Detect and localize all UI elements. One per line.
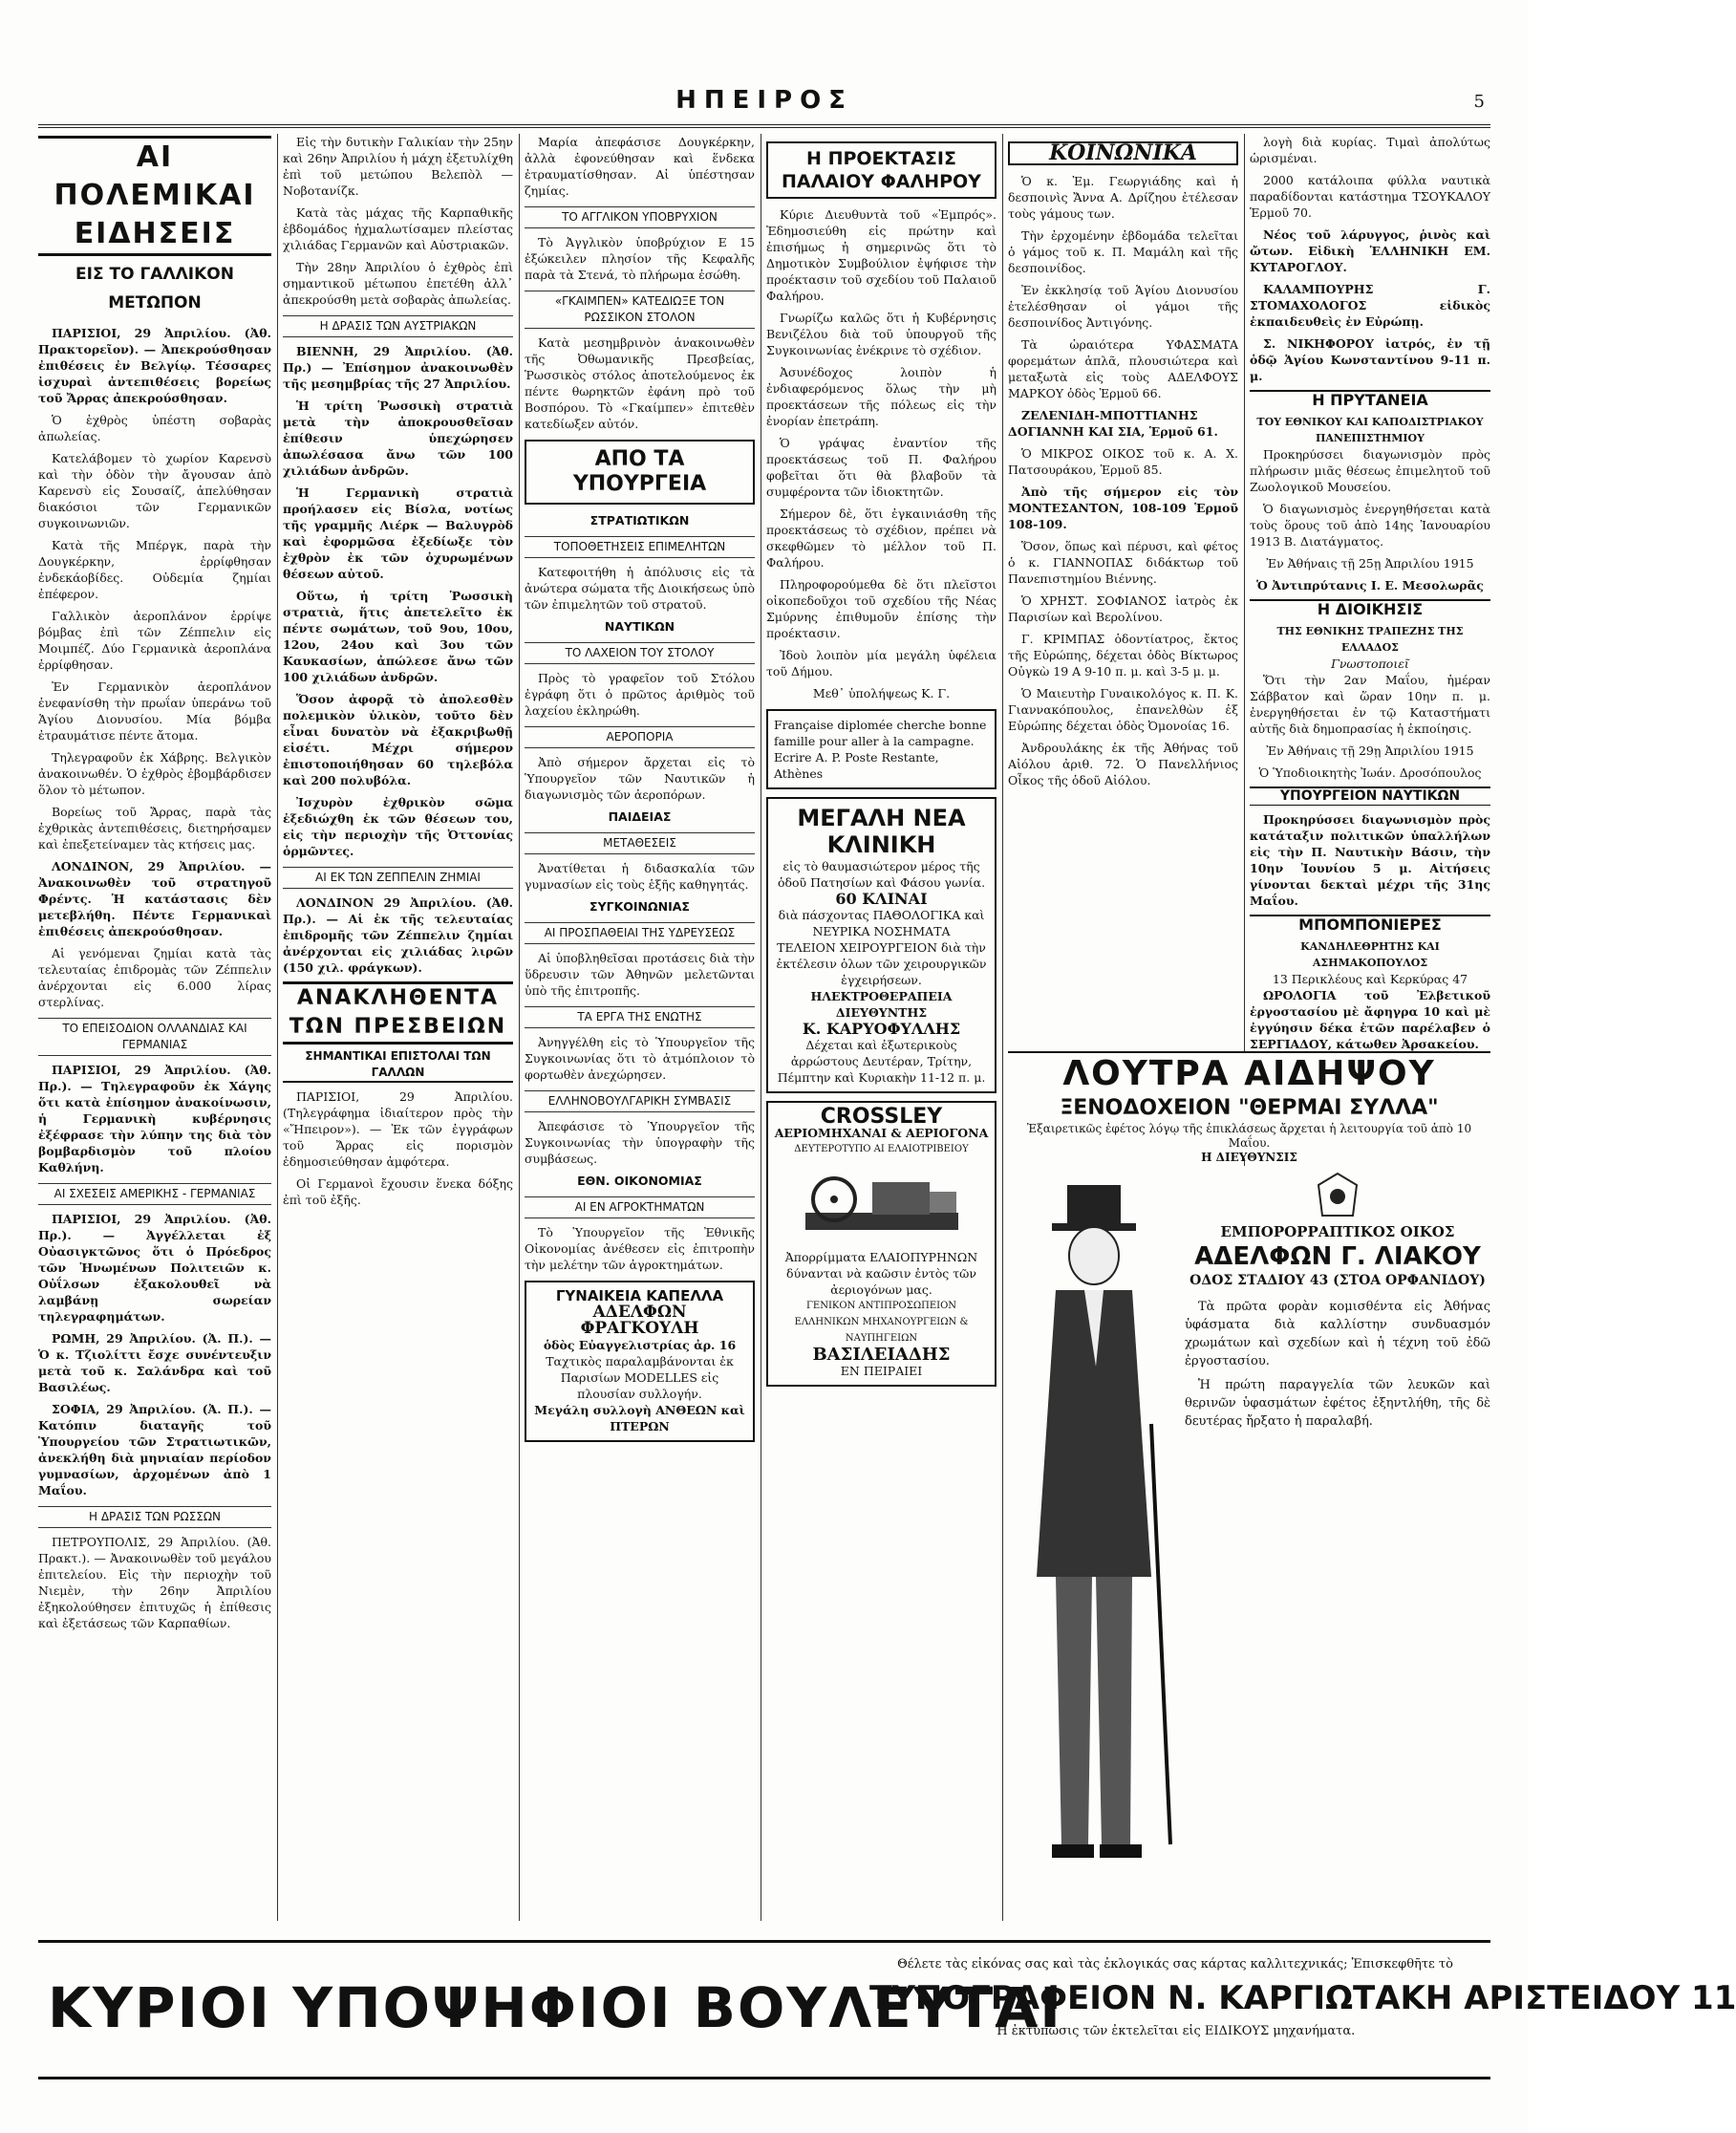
article-paragraph: λογὴ διὰ κυρίας. Τιμαὶ ἀπολύτως ὡρισμέναι. bbox=[1250, 135, 1490, 165]
crossley-title: CROSSLEY bbox=[820, 1105, 943, 1129]
engine-illustration bbox=[786, 1165, 977, 1241]
article-paragraph: Πρὸς τὸ γραφεῖον τοῦ Στόλου ἐγράφη ὅτι ὁ πρῶτος ἀριθμὸς τοῦ λαχείου ἐκληρώθη. bbox=[525, 671, 755, 718]
article-paragraph: Τὴν ἐρχομένην ἑβδομάδα τελεῖται ὁ γάμος τοῦ κ. Π. Μαμάλη καὶ τῆς δεσποινίδος. bbox=[1008, 228, 1238, 275]
war-news-banner: ΑΙ ΠΟΛΕΜΙΚΑΙ ΕΙΔΗΣΕΙΣ bbox=[38, 136, 271, 256]
clinic-director-label: ΔΙΕΥΘΥΝΤΗΣ bbox=[835, 1005, 928, 1020]
article-paragraph: ΩΡΟΛΟΓΙΑ τοῦ Ἐλβετικοῦ ἐργοστασίου μὲ ἄφηγρα 10 καὶ μὲ ἐγγύησιν δέκα ἐτῶν παρέλαβεν ὁ ΣΕΡΓΙΑΔΟΥ, κάτωθεν Ἀρσακείου. bbox=[1250, 988, 1490, 1051]
edipsos-title: ΛΟΥΤΡΑ ΑΙΔΗΨΟΥ bbox=[1062, 1054, 1436, 1093]
hat-shop-ad bbox=[525, 1281, 755, 1442]
edipsos-footer: Η ΔΙΕΥΘΥΝΣΙΣ bbox=[1201, 1151, 1297, 1164]
subsection-heading: ΑΙ ΕΝ ΑΓΡΟΚΤΗΜΑΤΩΝ bbox=[525, 1196, 755, 1218]
article-paragraph: 2000 κατάλοιπα φύλλα ναυτικὰ παραδίδονται κατάστημα ΤΣΟΥΚΑΛΟΥ Ἑρμοῦ 70. bbox=[1250, 173, 1490, 220]
subsection-heading: ΑΕΡΟΠΟΡΙΑ bbox=[525, 726, 755, 748]
section-heading: ΤΟ ΕΠΕΙΣΟΔΙΟΝ ΟΛΛΑΝΔΙΑΣ ΚΑΙ ΓΕΡΜΑΝΙΑΣ bbox=[38, 1018, 271, 1056]
clinic-location: εἰς τὸ θαυμασιώτερον μέρος τῆς ὁδοῦ Πατησίων καὶ Φάσου γωνία. bbox=[777, 859, 986, 890]
article-paragraph: Νέος τοῦ λάρυγγος, ῥινὸς καὶ ὤτων. Εἰδικὴ ἙΛΛΗΝΙΚΗ ΕΜ. ΚΥΤΑΡΟΓΛΟΥ. bbox=[1250, 227, 1490, 274]
article-paragraph: Ὅσον, ὅπως καὶ πέρυσι, καὶ φέτος ὁ κ. ΓΙΑΝΝΟΠΑΣ διδάκτωρ τοῦ Πανεπιστημίου Βιέννης. bbox=[1008, 539, 1238, 586]
clinic-beds: 60 ΚΛΙΝΑΙ bbox=[835, 890, 928, 908]
edipsos-body: Ἐξαιρετικῶς ἐφέτος λόγῳ τῆς ἐπικλάσεως ἄρχεται ἡ λειτουργία τοῦ ἀπὸ 10 Μαΐου. bbox=[1026, 1122, 1472, 1150]
section-heading: ΣΤΡΑΤΙΩΤΙΚΩΝ bbox=[589, 513, 690, 528]
column-society bbox=[1008, 134, 1238, 1042]
tailor-paragraph: Ἡ πρώτη παραγγελία τῶν λευκῶν καὶ θερινῶν ὑφασμάτων ἐφέτος ἐξηντλήθη, τῆς δὲ δευτέρας ἤρξατο ἡ παραλαβή. bbox=[1185, 1378, 1490, 1429]
article-paragraph: Γ. ΚΡΙΜΠΑΣ ὁδοντίατρος, ἔκτος τῆς Εὐρώπης, δέχεται ὁδὸς Βίκτωρος Οὐγκὼ 19 Α 9-10 π. μ. καὶ 3-5 μ. μ. bbox=[1008, 632, 1238, 679]
article-paragraph: ΠΑΡΙΣΙΟΙ, 29 Ἀπριλίου. (Ἀθ. Πρακτορεῖον). — Ἀπεκρούσθησαν ἐπιθέσεις ἐν Βελγίῳ. Τέσσαρες ἰσχυραὶ ἀντεπιθέσεις βορείως τοῦ Ἄρρας ἀπεκρούσθησαν. bbox=[38, 326, 271, 405]
candidates-headline: ΚΥΡΙΟΙ ΥΠΟΨΗΦΙΟΙ ΒΟΥΛΕΥΤΑΙ bbox=[48, 1975, 1062, 2040]
hat-shop-flowers: Μεγάλη συλλογὴ ΑΝΘΕΩΝ καὶ ΠΤΕΡΩΝ bbox=[534, 1403, 745, 1433]
article-paragraph: Οὕτω, ἡ τρίτη Ῥωσσικὴ στρατιὰ, ἥτις ἀπετελεῖτο ἐκ πέντε σωμάτων, τοῦ 9ου, 10ου, 12ου, 24ου καὶ 3ου τῶν Καυκασίων, ἀπώλεσε ἄνω τῶν 100 χιλιάδων ἀνδρῶν. bbox=[283, 589, 513, 684]
article-paragraph: Προκηρύσσει διαγωνισμὸν πρὸς πλήρωσιν μιᾶς θέσεως ἐπιμελητοῦ τοῦ Ζωολογικοῦ Μουσείου. bbox=[1250, 447, 1490, 494]
hat-shop-body: Ταχτικὸς παραλαμβάνονται ἐκ Παρισίων MODELLES εἰς πλουσίαν συλλογήν. bbox=[546, 1354, 734, 1401]
edipsos-hotel: ΞΕΝΟΔΟΧΕΙΟΝ "ΘΕΡΜΑΙ ΣΥΛΛΑ" bbox=[1060, 1096, 1439, 1120]
article-signature: Μεθ᾿ ὑπολήψεως Κ. Γ. bbox=[812, 686, 951, 700]
section-heading: Η ΔΡΑΣΙΣ ΤΩΝ ΑΥΣΤΡΙΑΚΩΝ bbox=[283, 315, 513, 337]
article-paragraph: Τὰ ὡραιότερα ΥΦΑΣΜΑΤΑ φορεμάτων ἁπλᾶ, πλουσιώτερα καὶ μεταξωτὰ εἰς τοὺς ΑΔΕΛΦΟΥΣ ΜΑΡΚΟΥ ὁδὸς Ἑρμοῦ 66. bbox=[1008, 337, 1238, 400]
column-war-news-continued bbox=[283, 134, 513, 1921]
article-paragraph: Ὅτι τὴν 2αν Μαΐου, ἡμέραν Σάββατον καὶ ὥραν 10ην π. μ. ἐνεργηθήσεται ἐν τῷ Καταστήματι αὐτῆς διὰ δημοπρασίας ἡ ἐκποίησις. bbox=[1250, 673, 1490, 736]
article-paragraph: Ἰδοὺ λοιπὸν μία μεγάλη ὑφέλεια τοῦ Δήμου. bbox=[766, 648, 997, 679]
hat-shop-title: ΓΥΝΑΙΚΕΙΑ ΚΑΠΕΛΛΑ bbox=[555, 1287, 724, 1304]
article-paragraph: Αἱ γενόμεναι ζημίαι κατὰ τὰς τελευταίας ἐπιδρομὰς τῶν Ζέππελιν ἀνέρχονται εἰς 6.000 λίρας στερλίνας. bbox=[38, 946, 271, 1009]
article-paragraph: Τὴν 28ην Ἀπριλίου ὁ ἐχθρὸς ἐπὶ σημαντικοῦ μέτωπου ἐπετέθη ἀλλ᾿ ἀπεκρούσθη μετὰ σοβαρὰς ἀπωλείας. bbox=[283, 260, 513, 307]
subsection-heading: ΕΛΛΗΝΟΒΟΥΛΓΑΡΙΚΗ ΣΥΜΒΑΣΙΣ bbox=[525, 1090, 755, 1112]
article-paragraph: Κατὰ τῆς Μπέργκ, παρὰ τὴν Δουγκέρκην, ἐρρίφθησαν ἐνδεκάοβίδες. Οὐδεμία ζημίαι ἐπέφερον. bbox=[38, 538, 271, 601]
faliro-title: Η ΠΡΟΕΚΤΑΣΙΣ ΠΑΛΑΙΟΥ ΦΑΛΗΡΟΥ bbox=[782, 148, 981, 192]
society-title: ΚΟΙΝΩΝΙΚΑ bbox=[1049, 140, 1197, 165]
article-paragraph: Γνωρίζω καλῶς ὅτι ἡ Κυβέρνησις Βενιζέλου διὰ τοῦ ὑπουργοῦ τῆς Συγκοινωνίας ἐνέκρινε τὸ σχέδιον. bbox=[766, 311, 997, 357]
section-heading: ΥΠΟΥΡΓΕΙΟΝ ΝΑΥΤΙΚΩΝ bbox=[1250, 786, 1490, 806]
shop-address: 13 Περικλέους καὶ Κερκύρας 47 bbox=[1272, 972, 1468, 986]
article-paragraph: Ἐν ἐκκλησίᾳ τοῦ Ἁγίου Διονυσίου ἐτελέσθησαν οἱ γάμοι τῆς δεσποινίδος Ἀντιγόνης. bbox=[1008, 283, 1238, 330]
clinic-description: διὰ πάσχοντας ΠΑΘΟΛΟΓΙΚΑ καὶ ΝΕΥΡΙΚΑ ΝΟΣΗΜΑΤΑ bbox=[778, 908, 985, 938]
article-paragraph: Ἡ τρίτη Ῥωσσικὴ στρατιὰ μετὰ τὴν ἀποκρουσθεῖσαν ἐπίθεσιν ὑπεχώρησεν ἀπωλέσασα ἄνω τῶν 100 χιλιάδων ἀνδρῶν. bbox=[283, 399, 513, 478]
article-paragraph: Ὁ ΜΙΚΡΟΣ ΟΙΚΟΣ τοῦ κ. Α. Χ. Πατσουράκου, Ἑρμοῦ 85. bbox=[1008, 446, 1238, 477]
section-heading: ΝΑΥΤΙΚΩΝ bbox=[604, 619, 675, 634]
crossley-subtitle-2: ΔΕΥΤΕΡΟΤΥΠΟ ΑΙ ΕΛΑΙΟΤΡΙΒΕΙΟΥ bbox=[794, 1144, 969, 1154]
subsection-heading: ΤΟ ΛΑΧΕΙΟΝ ΤΟΥ ΣΤΟΛΟΥ bbox=[525, 642, 755, 664]
column-ministries bbox=[525, 134, 755, 1921]
subsection-heading: ΜΕΤΑΘΕΣΕΙΣ bbox=[525, 832, 755, 854]
crossley-name: ΒΑΣΙΛΕΙΑΔΗΣ bbox=[812, 1345, 951, 1365]
column-rule bbox=[1002, 134, 1003, 1921]
article-paragraph: Ἀπεφάσισε τὸ Ὑπουργεῖον τῆς Συγκοινωνίας τὴν ὑπογραφὴν τῆς συμβάσεως. bbox=[525, 1119, 755, 1166]
article-paragraph: Κατὰ μεσημβρινὸν ἀνακοινωθὲν τῆς Ὀθωμανικῆς Πρεσβείας, Ῥωσσικὸς στόλος ἀποτελούμενος ἐκ πέντε θωρηκτῶν ἐφάνη πρὸ τοῦ Βοσπόρου. Τὸ «Γκαίμπεν» ἐπιτεθὲν κατεδίωξεν αὐτόν. bbox=[525, 335, 755, 431]
print-shop-name: ΤΥΠΟΓΡΑΦΕΙΟΝ Ν. ΚΑΡΓΙΩΤΑΚΗ ΑΡΙΣΤΕΙΔΟΥ 11 bbox=[869, 1979, 1736, 2017]
column-rule bbox=[519, 134, 520, 1921]
ministries-title: ΑΠΟ ΤΑ ΥΠΟΥΡΓΕΙΑ bbox=[572, 447, 707, 496]
article-paragraph: ΖΕΛΕΝΙΔΗ-ΜΠΟΤΤΙΑΝΗΣ ΔΟΓΙΑΝΝΗ ΚΑΙ ΣΙΑ, Ἑρμοῦ 61. bbox=[1008, 408, 1218, 439]
french-ad-text: Française diplomée cherche bonne famille pour aller à la campagne. Ecrire A. P. Poste Restante, Athènes bbox=[774, 718, 987, 781]
article-paragraph: Κατὰ τὰς μάχας τῆς Καρπαθικῆς ἑβδομάδος ἠχμαλωτίσαμεν πλείστας χιλιάδας Γερμανῶν καὶ Αὐστριακῶν. bbox=[283, 205, 513, 252]
article-paragraph: Πληροφορούμεθα δὲ ὅτι πλεῖστοι οἰκοπεδοῦχοι τοῦ σχεδίου τῆς Νέας Σμύρνης ἐπιθυμοῦν ἐπίσης τὴν προέκτασιν. bbox=[766, 577, 997, 640]
section-heading: ΑΙ ΕΚ ΤΩΝ ΖΕΠΠΕΛΙΝ ΖΗΜΙΑΙ bbox=[283, 867, 513, 889]
section-heading: ΑΙ ΣΧΕΣΕΙΣ ΑΜΕΡΙΚΗΣ - ΓΕΡΜΑΝΙΑΣ bbox=[38, 1183, 271, 1205]
article-paragraph: Σ. ΝΙΚΗΦΟΡΟΥ ἰατρός, ἐν τῇ ὁδῷ Ἁγίου Κωνσταντίνου 9-11 π. μ. bbox=[1250, 336, 1490, 383]
subsection-heading: ΑΙ ΠΡΟΣΠΑΘΕΙΑΙ ΤΗΣ ΥΔΡΕΥΣΕΩΣ bbox=[525, 922, 755, 944]
column-rule bbox=[277, 134, 278, 1921]
french-front-heading: ΕΙΣ ΤΟ ΓΑΛΛΙΚΟΝ ΜΕΤΩΠΟΝ bbox=[75, 265, 234, 312]
article-paragraph: Ἐν Γερμανικὸν ἀεροπλάνον ἐνεφανίσθη τὴν πρωΐαν ὑπεράνω τοῦ Ἁγίου Διονυσίου. Μία βόμβα ἐτραυμάτισε πέντε ἄτομα. bbox=[38, 679, 271, 743]
article-paragraph: Οἱ Γερμανοὶ ἔχουσιν ἕνεκα δόξης ἐπὶ τοῦ ἐξῆς. bbox=[283, 1176, 513, 1207]
section-heading: ΕΘΝ. ΟΙΚΟΝΟΜΙΑΣ bbox=[577, 1174, 702, 1188]
clinic-title: ΜΕΓΑΛΗ ΝΕΑ ΚΛΙΝΙΚΗ bbox=[797, 805, 966, 858]
clinic-surgery: ΤΕΛΕΙΟΝ ΧΕΙΡΟΥΡΓΕΙΟΝ διὰ τὴν ἐκτέλεσιν ὁλων τῶν χειρουργικῶν ἐγχειρήσεων. bbox=[776, 940, 987, 987]
tailor-address: ΟΔΟΣ ΣΤΑΔΙΟΥ 43 (ΣΤΟΑ ΟΡΦΑΝΙΔΟΥ) bbox=[1189, 1273, 1486, 1288]
clinic-info: Δέχεται καὶ ἐξωτερικοὺς ἀρρώστους Δευτέραν, Τρίτην, Πέμπτην καὶ Κυριακὴν 11-12 π. μ. bbox=[777, 1038, 986, 1085]
column-notices bbox=[1250, 134, 1490, 1051]
print-shop-bottom: Ἡ ἐκτύπωσις τῶν ἐκτελεῖται εἰς ΕΙΔΙΚΟΥΣ μηχανήματα. bbox=[995, 2024, 1356, 2038]
article-paragraph: Ἀπὸ σήμερον ἄρχεται εἰς τὸ Ὑπουργεῖον τῶν Ναυτικῶν ἡ διαγωνισμὸς τῶν ἀεροπόρων. bbox=[525, 755, 755, 802]
subsection-heading: ΤΟΥ ΕΘΝΙΚΟΥ ΚΑΙ ΚΑΠΟΔΙΣΤΡΙΑΚΟΥ ΠΑΝΕΠΙΣΤΗΜΙΟΥ bbox=[1256, 416, 1484, 444]
embassies-subheading: ΣΗΜΑΝΤΙΚΑΙ ΕΠΙΣΤΟΛΑΙ ΤΩΝ ΓΑΛΛΩΝ bbox=[283, 1048, 513, 1083]
tailor-paragraph: Τὰ πρῶτα φορὰν κομισθέντα εἰς Ἀθήνας ὑφάσματα διὰ καλλίστην συνδυασμόν χρωμάτων καὶ σχεδίων καὶ ἡ τέχνη τοῦ ἐδῶ ἐργοστασίου. bbox=[1185, 1300, 1490, 1368]
footer-ad bbox=[38, 1940, 1736, 2079]
crest-icon bbox=[1309, 1166, 1366, 1223]
hat-shop-address: ὁδὸς Εὐαγγελιστρίας ἀρ. 16 bbox=[543, 1338, 737, 1352]
article-paragraph: Ὁ Μαιευτὴρ Γυναικολόγος κ. Π. Κ. Γιαννακόπουλος, ἐπανελθὼν ἐξ Εὐρώπης δέχεται ὁδὸς Ὀμονοίας 16. bbox=[1008, 686, 1238, 733]
hat-shop-name: ΑΔΕΛΦΩΝ ΦΡΑΓΚΟΥΛΗ bbox=[580, 1303, 699, 1338]
section-heading: Η ΠΡΥΤΑΝΕΙΑ bbox=[1250, 390, 1490, 408]
column-faliro bbox=[766, 134, 997, 1921]
embassies-banner: ΑΝΑΚΛΗΘΕΝΤΑ ΤΩΝ ΠΡΕΣΒΕΙΩΝ bbox=[283, 981, 513, 1045]
notice-signature: Ὁ Ὑποδιοικητὴς Ἰωάν. Δροσόπουλος bbox=[1258, 765, 1482, 780]
article-paragraph: Προκηρύσσει διαγωνισμὸν πρὸς κατάταξιν πολιτικῶν ὑπαλλήλων εἰς τὴν Π. Ναυτικὴν Βάσιν, τὴν 10ην Ἰουνίου 5 μ. Αἰτήσεις γίνονται δεκταὶ μέχρι τῆς 31ης Μαΐου. bbox=[1250, 812, 1490, 908]
article-paragraph: Ἰσχυρὸν ἐχθρικὸν σῶμα ἐξεδιώχθη ἐκ τῶν θέσεων του, εἰς τὴν περιοχὴν τῆς Ὀττονίας ὁρμῶντες. bbox=[283, 795, 513, 858]
article-paragraph: Ὁ ἐχθρὸς ὑπέστη σοβαρὰς ἀπωλείας. bbox=[38, 413, 271, 443]
article-paragraph: Ὁ ΧΡΗΣΤ. ΣΟΦΙΑΝΟΣ ἰατρὸς ἐκ Παρισίων καὶ Βερολίνου. bbox=[1008, 593, 1238, 624]
french-ad bbox=[766, 709, 997, 789]
article-paragraph: Κατεφοιτήθη ἡ ἀπόλυσις εἰς τὰ ἀνώτερα σώματα τῆς Διοικήσεως ὑπὸ τῶν ἐπιμελητῶν τοῦ στρατοῦ. bbox=[525, 565, 755, 612]
clinic-director: Κ. ΚΑΡΥΟΦΥΛΛΗΣ bbox=[802, 1020, 961, 1038]
article-paragraph: Γαλλικὸν ἀεροπλάνον ἐρρίψε βόμβας ἐπὶ τῶν Ζέππελιν εἰς Μοιμπέζ. Δύο Γερμανικὰ ἀεροπλάνα ἐρρίφθησαν. bbox=[38, 609, 271, 672]
article-paragraph: Ἀπὸ τῆς σήμερον εἰς τὸν ΜΟΝΤΕΣΑΝΤΟΝ, 108-109 Ἑρμοῦ 108-109. bbox=[1008, 485, 1238, 531]
society-banner bbox=[1008, 141, 1238, 165]
subsection-heading: ΤΑ ΕΡΓΑ ΤΗΣ ΕΝΩΤΗΣ bbox=[525, 1006, 755, 1028]
clinic-electrotherapy: ΗΛΕΚΤΡΟΘΕΡΑΠΕΙΑ bbox=[810, 989, 953, 1003]
print-shop-ad bbox=[869, 1956, 1736, 2040]
article-paragraph: ΚΑΛΑΜΠΟΥΡΗΣ Γ. ΣΤΟΜΑΧΟΛΟΓΟΣ εἰδικὸς ἐκπαιδευθεὶς ἐν Εὐρώπῃ. bbox=[1250, 282, 1490, 329]
article-paragraph: Ἀνατίθεται ἡ διδασκαλία τῶν γυμνασίων εἰς τοὺς ἑξῆς καθηγητάς. bbox=[525, 861, 755, 892]
subsection-heading: ΤΗΣ ΕΘΝΙΚΗΣ ΤΡΑΠΕΖΗΣ ΤΗΣ ΕΛΛΑΔΟΣ bbox=[1276, 625, 1464, 654]
article-paragraph: Μαρία ἀπεφάσισε Δουγκέρκην, ἀλλὰ ἐφονεύθησαν καὶ ἕνδεκα ἐτραυματίσθησαν. Αἱ ὑπέστησαν ζημίας. bbox=[525, 135, 755, 198]
page-number: 5 bbox=[1473, 92, 1485, 112]
article-paragraph: Ὅσον ἀφορᾷ τὸ ἀπολεσθὲν πολεμικὸν ὑλικὸν, τοῦτο δὲν εἶναι δυνατὸν νὰ ἐξακριβωθῇ εἰσέτι. Μέχρι σήμερον ἐπιστοποιήθησαν 60 τηλεβόλα καὶ 200 πολυβόλα. bbox=[283, 692, 513, 787]
article-paragraph: Κατελάβομεν τὸ χωρίον Καρενσὺ καὶ τὴν ὁδὸν τὴν ἄγουσαν ἀπὸ Καρενσὺ εἰς Σουσαίζ, ἀπελύθησαν διακόσιοι τῶν Γερμανικῶν συγκοινωνιῶν. bbox=[38, 451, 271, 530]
section-heading: ΤΟ ΑΓΓΛΙΚΟΝ ΥΠΟΒΡΥΧΙΟΝ bbox=[525, 206, 755, 228]
section-heading: Η ΔΙΟΙΚΗΣΙΣ bbox=[1250, 599, 1490, 617]
crossley-ad bbox=[766, 1101, 997, 1387]
tailor-ad bbox=[1008, 1166, 1490, 1921]
subsection-heading: ΤΟΠΟΘΕΤΗΣΕΙΣ ΕΠΙΜΕΛΗΤΩΝ bbox=[525, 536, 755, 558]
article-paragraph: ΒΙΕΝΝΗ, 29 Ἀπριλίου. (Ἀθ. Πρ.) — Ἐπίσημον ἀνακοινωθὲν τῆς μεσημβρίας τῆς 27 Ἀπριλίου. bbox=[283, 344, 513, 391]
subsection-heading: ΚΑΝΔΗΛΕΘΡΗΤΗΣ ΚΑΙ ΑΣΗΜΑΚΟΠΟΥΛΟΣ bbox=[1300, 940, 1440, 969]
section-heading: ΜΠΟΜΠΟΝΙΕΡΕΣ bbox=[1250, 915, 1490, 933]
notice-date: Ἐν Ἀθήναις τῇ 29ῃ Ἀπριλίου 1915 bbox=[1266, 743, 1474, 758]
section-heading: ΠΑΙΔΕΙΑΣ bbox=[608, 809, 672, 824]
faliro-banner bbox=[766, 141, 997, 199]
notice-signature: Ὁ Ἀντιπρύτανις Ι. Ε. Μεσολωρᾶς bbox=[1256, 578, 1484, 592]
crossley-agent: ΓΕΝΙΚΟΝ ΑΝΤΙΠΡΟΣΩΠΕΙΟΝ ΕΛΛΗΝΙΚΩΝ ΜΗΧΑΝΟΥΡΓΕΙΩΝ & ΝΑΥΠΗΓΕΙΩΝ bbox=[794, 1301, 969, 1344]
article-paragraph: ΠΑΡΙΣΙΟΙ, 29 Ἀπριλίου. (Ἀθ. Πρ.). — Ἀγγέλλεται ἐξ Οὐασιγκτῶνος ὅτι ὁ Πρόεδρος τῶν Ἡνωμένων Πολιτειῶν κ. Οὐΐλσων ἐξακολουθεῖ νὰ λαμβάνῃ σωρείαν τηλεγραφημάτων. bbox=[38, 1212, 271, 1324]
section-heading: «ΓΚΑΙΜΠΕΝ» ΚΑΤΕΔΙΩΞΕ ΤΟΝ ΡΩΣΣΙΚΟΝ ΣΤΟΛΟΝ bbox=[525, 291, 755, 329]
tailor-label: ΕΜΠΟΡΟΡΡΑΠΤΙΚΟΣ ΟΙΚΟΣ bbox=[1220, 1223, 1455, 1240]
newspaper-title: ΗΠΕΙΡΟΣ bbox=[675, 86, 853, 115]
article-paragraph: Ὁ διαγωνισμὸς ἐνεργηθήσεται κατὰ τοὺς ὅρους τοῦ ἀπὸ 14ης Ἰανουαρίου 1913 Β. Διατάγματος. bbox=[1250, 502, 1490, 549]
crossley-body: Ἀπορρίμματα ΕΛΑΙΟΠΥΡΗΝΩΝ δύνανται νὰ καῶσιν ἐντὸς τῶν ἀεριογόνων μας. bbox=[784, 1250, 978, 1297]
article-paragraph: ΛΟΝΔΙΝΟΝ, 29 Ἀπριλίου. — Ἀνακοινωθὲν τοῦ στρατηγοῦ Φρέντς. Ἡ κατάστασις δὲν μετεβλήθη. Πέντε Γερμανικαὶ ἐπιθέσεις ἀπεκρούσθησαν. bbox=[38, 859, 271, 938]
clinic-ad bbox=[766, 797, 997, 1093]
article-paragraph: Αἱ ὑποβληθεῖσαι προτάσεις διὰ τὴν ὕδρευσιν τῶν Ἀθηνῶν μελετῶνται ὑπὸ τῆς ἐπιτροπῆς. bbox=[525, 951, 755, 998]
article-paragraph: ΠΑΡΙΣΙΟΙ, 29 Ἀπριλίου. (Τηλεγράφημα ἰδιαίτερον πρὸς τὴν «Ἤπειρον»). — Ἐκ τῶν ἐγγράφων τοῦ Ἄρρας εἰς πορισμὸν ἐδημοσιεύθησαν ἀμφότερα. bbox=[283, 1089, 513, 1169]
article-paragraph: Εἰς τὴν δυτικὴν Γαλικίαν τὴν 25ην καὶ 26ην Ἀπριλίου ἡ μάχη ἐξετυλίχθη ἐπὶ τοῦ μετώπου Βελεπὸλ — Νοβοτανίζκ. bbox=[283, 135, 513, 198]
masthead bbox=[38, 86, 1490, 128]
article-paragraph: ΠΕΤΡΟΥΠΟΛΙΣ, 29 Ἀπριλίου. (Ἀθ. Πρακτ.). — Ἀνακοινωθὲν τοῦ μεγάλου ἐπιτελείου. Εἰς τὴν περιοχὴν τοῦ Νιεμὲν, τὴν 26ην Ἀπριλίου ἐξηκολούθησεν ἐπιτυχῶς ἡ ἐπίθεσις καὶ ἐξετάσεως τῶν Καρπαθίων. bbox=[38, 1535, 271, 1630]
tailor-name: ΑΔΕΛΦΩΝ Γ. ΛΙΑΚΟΥ bbox=[1194, 1242, 1481, 1271]
article-paragraph: Ὁ γράψας ἐναντίον τῆς προεκτάσεως τοῦ Π. Φαλήρου φοβεῖται ὅτι θὰ βλαβοῦν τὰ συμφέροντα τῶν ἰδιοκτητῶν. bbox=[766, 436, 997, 499]
article-paragraph: ΡΩΜΗ, 29 Ἀπριλίου. (Ἀ. Π.). — Ὁ κ. Τζιολίττι ἔσχε συνέντευξιν μετὰ τοῦ κ. Σαλάνδρα καὶ τοῦ Βασιλέως. bbox=[38, 1331, 271, 1394]
edipsos-ad bbox=[1008, 1051, 1490, 1164]
article-paragraph: Ἀνηγγέλθη εἰς τὸ Ὑπουργεῖον τῆς Συγκοινωνίας ὅτι τὸ ἀτμόπλοιον τὸ φορτωθὲν ἀνεχώρησεν. bbox=[525, 1035, 755, 1082]
article-paragraph: Ἀνδρουλάκης ἐκ τῆς Ἀθήνας τοῦ Αἰόλου ἀριθ. 72. Ὁ Πανελλήνιος Οἶκος τῆς ὁδοῦ Αἰόλου. bbox=[1008, 741, 1238, 787]
print-shop-top: Θέλετε τὰς εἰκόνας σας καὶ τὰς ἐκλογικάς σας κάρτας καλλιτεχνικάς; Ἐπισκεφθῆτε τὸ bbox=[897, 1957, 1453, 1971]
article-paragraph: Βορείως τοῦ Ἄρρας, παρὰ τὰς ἐχθρικὰς ἀντεπιθέσεις, διετηρήσαμεν καὶ ἐπεξετείναμεν τὰς κτήσεις μας. bbox=[38, 805, 271, 851]
article-paragraph: ΣΟΦΙΑ, 29 Ἀπριλίου. (Ἀ. Π.). — Κατόπιν διαταγῆς τοῦ Ὑπουργείου τῶν Στρατιωτικῶν, ἀνεκλήθη διὰ μηνιαίαν περίοδον γυμνασίων, ἀρχομένων ἀπὸ 1 Μαΐου. bbox=[38, 1402, 271, 1497]
notice-intro: Γνωστοποιεῖ bbox=[1331, 657, 1409, 671]
article-paragraph: Ὁ κ. Ἐμ. Γεωργιάδης καὶ ἡ δεσποινὶς Ἄννα Α. Δρίζηου ἐτέλεσαν τοὺς γάμους των. bbox=[1008, 174, 1238, 221]
article-paragraph: ΛΟΝΔΙΝΟΝ 29 Ἀπριλίου. (Ἀθ. Πρ.). — Αἱ ἐκ τῆς τελευταίας ἐπιδρομῆς τῶν Ζέππελιν ζημίαι ἀνέρχονται εἰς χιλιάδας λιρῶν (150 χιλ. φράγκων). bbox=[283, 895, 513, 975]
article-paragraph: Ἡ Γερμανικὴ στρατιὰ προήλασεν εἰς Βίσλα, νοτίως τῆς γραμμῆς Λιέρκ — Βαλυγρὸδ καὶ ἐφορμῶσα ἐξεδίωξε τὸν ἐχθρὸν ἐκ τῶν ὀχυρωμένων θέσεων αὐτοῦ. bbox=[283, 485, 513, 581]
column-war-news bbox=[38, 134, 271, 1921]
article-paragraph: Σήμερον δὲ, ὅτι ἐγκαινιάσθη τῆς προεκτάσεως τὸ σχέδιον, πρέπει νὰ σκεφθῶμεν τὸ μέλλον τοῦ Π. Φαλήρου. bbox=[766, 506, 997, 570]
gentleman-illustration bbox=[1008, 1175, 1180, 1883]
article-paragraph: Κύριε Διευθυντὰ τοῦ «Ἐμπρός». Ἐδημοσιεύθη εἰς πρώτην καὶ ἐπισήμως ἡ σημερινῶς ὅτι τὸ Δημοτικὸν Συμβούλιον ἐψήφισε τὴν προέκτασιν τοῦ σχεδίου τοῦ Παλαιοῦ Φαλήρου. bbox=[766, 207, 997, 303]
article-paragraph: Τὸ Ὑπουργεῖον τῆς Ἐθνικῆς Οἰκονομίας ἀνέθεσεν εἰς ἐπιτροπὴν τὴν μελέτην τῶν ἀγροκτημάτων. bbox=[525, 1225, 755, 1272]
section-heading: Η ΔΡΑΣΙΣ ΤΩΝ ΡΩΣΣΩΝ bbox=[38, 1506, 271, 1528]
notice-date: Ἐν Ἀθήναις τῇ 25ῃ Ἀπριλίου 1915 bbox=[1266, 556, 1474, 571]
crossley-city: ΕΝ ΠΕΙΡΑΙΕΙ bbox=[840, 1364, 923, 1378]
article-paragraph: ΠΑΡΙΣΙΟΙ, 29 Ἀπριλίου. (Ἀθ. Πρ.). — Τηλεγραφοῦν ἐκ Χάγης ὅτι κατὰ ἐπίσημον ἀνακοίνωσιν, ἡ Γερμανικὴ κυβέρνησις ἐξέφρασε τὴν λύπην της διὰ τὸν βομβαρδισμὸν τοῦ πλοίου Καθλήνη. bbox=[38, 1063, 271, 1174]
ministries-banner bbox=[525, 440, 755, 505]
article-paragraph: Ἀσυνέδοχος λοιπὸν ἡ ἐνδιαφερόμενος ὅλως τὴν μὴ προεκτάσεων τῆς πόλεως εἰς τὴν ἐνορίαν ἐπετράπη. bbox=[766, 365, 997, 428]
crossley-subtitle: ΑΕΡΙΟΜΗΧΑΝΑΙ & ΑΕΡΙΟΓΟΝΑ bbox=[774, 1126, 989, 1140]
section-heading: ΣΥΓΚΟΙΝΩΝΙΑΣ bbox=[589, 899, 690, 914]
article-paragraph: Τηλεγραφοῦν ἐκ Χάβρης. Βελγικὸν ἀνακοινωθέν. Ὁ ἐχθρὸς ἐβομβάρδισεν ὅλον τὸ μέτωπον. bbox=[38, 750, 271, 797]
article-paragraph: Τὸ Ἀγγλικὸν ὑποβρύχιον Ε 15 ἐξώκειλεν πλησίον τῆς Κεφαλῆς παρὰ τὰ Στενά, τὸ πλήρωμα ἐσώθη. bbox=[525, 235, 755, 282]
